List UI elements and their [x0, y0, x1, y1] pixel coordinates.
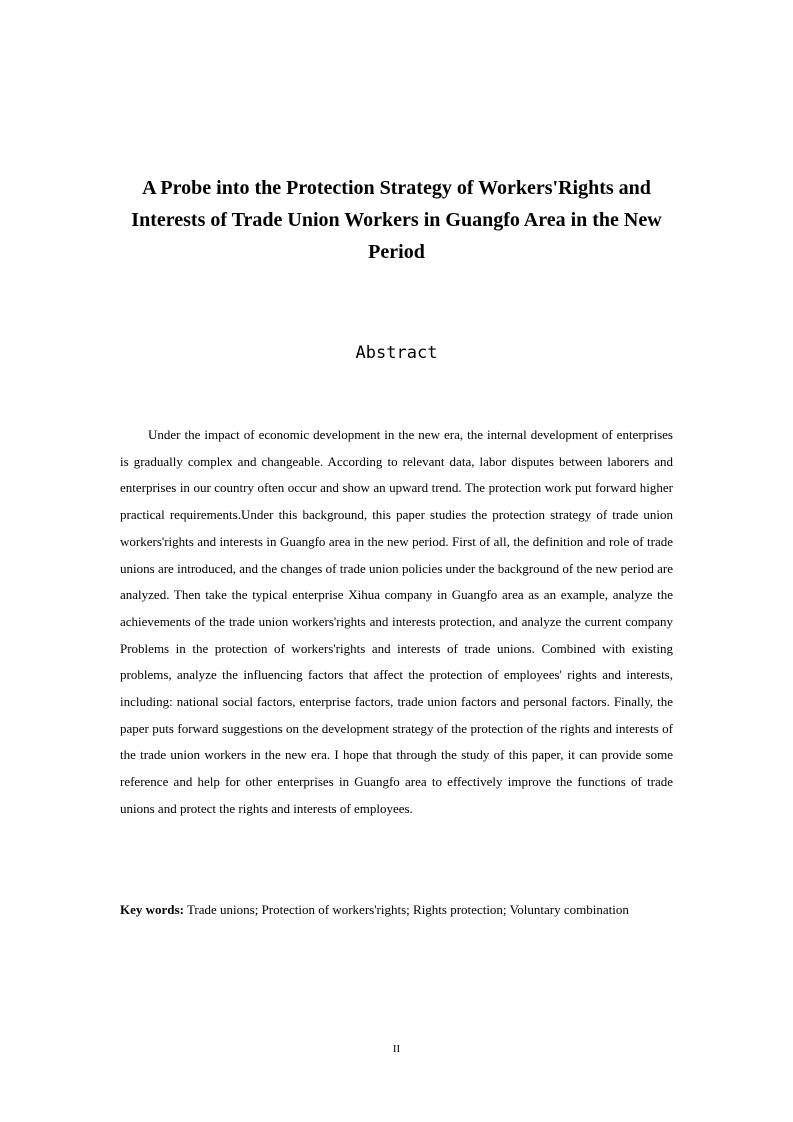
keywords-text: Trade unions; Protection of workers'rights; Rights protection; Voluntary combination: [186, 902, 629, 917]
page-number: II: [392, 1043, 401, 1055]
paper-title: A Probe into the Protection Strategy of Workers'Rights and Interests of Trade Union Workers in Guangfo Area in the New Period: [131, 177, 662, 263]
abstract-body: Under the impact of economic development in the new era, the internal development of enterprises is gradually complex and changeable. According to relevant data, labor disputes between laborers and enterprises in our country often occur and show an upward trend. The protection work put forward higher practical requirements.Under this background, this paper studies the protection strategy of trade union workers'rights and interests in Guangfo area in the new period. First of all, the definition and role of trade unions are introduced, and the changes of trade union policies under the background of the new period are analyzed. Then take the typical enterprise Xihua company in Guangfo area as an example, analyze the achievements of the trade union workers'rights and interests protection, and analyze the current company Problems in the protection of workers'rights and interests of trade unions. Combined with existing problems, analyze the influencing factors that affect the protection of employees' rights and interests, including: national social factors, enterprise factors, trade union factors and personal factors. Finally, the paper puts forward suggestions on the development strategy of the protection of the rights and interests of the trade union workers in the new era. I hope that through the study of this paper, it can provide some reference and help for other enterprises in Guangfo area to effectively improve the functions of trade unions and protect the rights and interests of employees.: [120, 427, 673, 816]
abstract-heading: Abstract: [355, 343, 438, 363]
keywords-line: [120, 898, 680, 922]
keywords-label: Key words:: [120, 902, 184, 917]
